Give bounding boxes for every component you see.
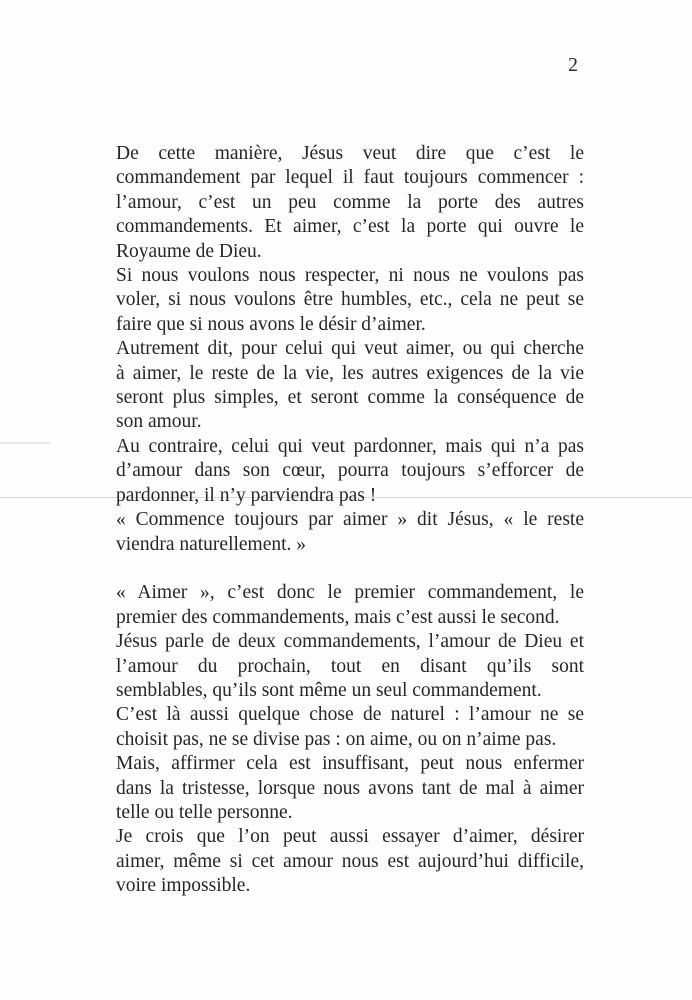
text-line: « Aimer », c’est donc le premier commandement, le [116,582,584,604]
text-line: commandement par lequel il faut toujours commencer : [116,167,584,189]
text-line: Royaume de Dieu. [116,240,262,262]
text-line: son amour. [116,411,202,433]
text-line: telle ou telle personne. [116,801,293,823]
scan-artifact-mark [0,442,50,444]
paragraph [116,142,584,264]
paragraph-gap [116,557,584,581]
paragraph [116,825,584,898]
body-text [116,142,584,899]
text-line: Je crois que l’on peut aussi essayer d’aimer, désirer [116,826,584,848]
text-line: voire impossible. [116,875,251,897]
text-line: C’est là aussi quelque chose de naturel : l’amour ne se [116,704,584,726]
text-line: Mais, affirmer cela est insuffisant, peut nous enfermer [116,753,584,775]
text-line: premier des commandements, mais c’est aussi le second. [116,606,560,628]
text-line: l’amour, c’est un peu comme la porte des autres [116,191,584,213]
text-line: voler, si nous voulons être humbles, etc., cela ne peut se [116,289,584,311]
text-line: Autrement dit, pour celui qui veut aimer, ou qui cherche [116,338,584,360]
text-line: Si nous voulons nous respecter, ni nous ne voulons pas [116,265,584,287]
text-line: commandements. Et aimer, c’est la porte qui ouvre le [116,216,584,238]
text-line: De cette manière, Jésus veut dire que c’est le [116,143,584,164]
text-line: à aimer, le reste de la vie, les autres exigences de la vie [116,362,584,384]
paragraph [116,581,584,630]
text-line: semblables, qu’ils sont même un seul commandement. [116,679,542,701]
text-line: dans la tristesse, lorsque nous avons tant de mal à aimer [116,777,584,799]
text-line: pardonner, il n’y parviendra pas ! [116,484,377,506]
text-line: d’amour dans son cœur, pourra toujours s’efforcer de [116,460,584,482]
text-line: aimer, même si cet amour nous est aujourd’hui difficile, [116,850,584,872]
text-line: viendra naturellement. » [116,533,307,555]
page-number: 2 [568,54,578,76]
paragraph [116,264,584,337]
text-line: « Commence toujours par aimer » dit Jésus, « le reste [116,509,584,531]
paragraph [116,337,584,435]
text-line: l’amour du prochain, tout en disant qu’ils sont [116,655,584,677]
text-line: Jésus parle de deux commandements, l’amour de Dieu et [116,631,584,653]
text-line: faire que si nous avons le désir d’aimer. [116,313,426,335]
paragraph [116,508,584,557]
paragraph [116,752,584,825]
text-line: Au contraire, celui qui veut pardonner, mais qui n’a pas [116,435,584,457]
text-line: seront plus simples, et seront comme la conséquence de [116,387,584,409]
text-line: choisit pas, ne se divise pas : on aime, ou on n’aime pas. [116,728,557,750]
paragraph [116,703,584,752]
paragraph [116,630,584,703]
paragraph [116,435,584,508]
